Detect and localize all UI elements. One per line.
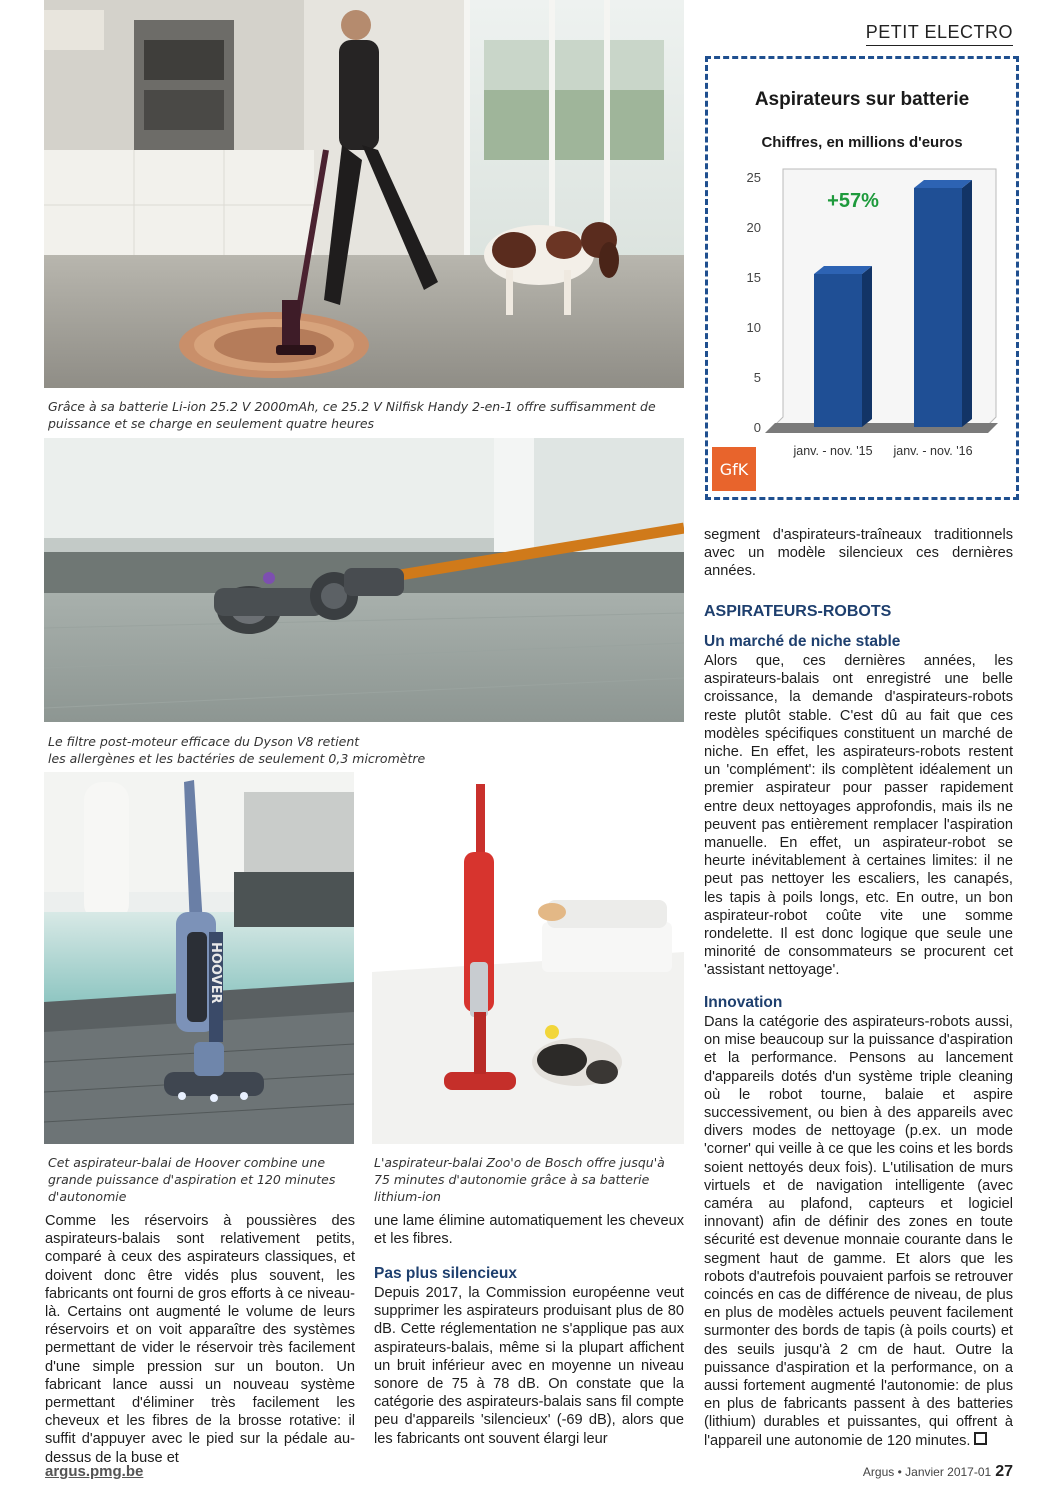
- chart-bar-top: [814, 266, 872, 274]
- x-tick-label: janv. - nov. '16: [893, 444, 973, 458]
- photo2-caption-line2: les allergènes et les bactéries de seulement 0,3 micromètre: [48, 751, 426, 766]
- photo-hoover: [44, 772, 354, 1144]
- footer-issue-text: Argus • Janvier 2017-01: [862, 1465, 992, 1479]
- y-tick-label: 0: [753, 420, 761, 435]
- article-col3-text1: Alors que, ces dernières années, les aspirateurs-balais ont enregistré une belle croissance, la demande d'aspirateurs-robots reste plutôt stable. C'est dû au fait que ces modèles spécifiques constituent un marché de niche. En effet, les aspirateurs-robots restent un 'complément': ils complètent idéalement un premier aspirateur pour passer rapidement entre deux nettoyages approfondis, mais ils ne peuvent pas entièrement remplacer l'aspiration manuelle. En effet, un aspirateur-robot se heurte inévitablement à certaines limites: il ne peut pas nettoyer les escaliers, les canapés, les tapis à poils longs, etc. En outre, un bon aspirateur-robot coûte vite une somme rondelette. Il est donc logique que seule une minorité de consommateurs se procurent cet 'assistant nettoyage'.: [704, 653, 1013, 979]
- photo3-caption: Cet aspirateur-balai de Hoover combine une grande puissance d'aspiration et 120 minutes d'autonomie: [48, 1155, 336, 1204]
- chart-bar-side: [962, 180, 972, 427]
- gfk-logo-text: GfK: [719, 460, 749, 479]
- footer-page-number: 27: [995, 1463, 1013, 1480]
- hoover-brand-text: HOOVER: [208, 942, 223, 1004]
- article-col3-section-title: ASPIRATEURS-ROBOTS: [704, 603, 892, 620]
- article-col3-text-top: segment d'aspirateurs-traîneaux traditionnels avec un modèle silencieux ces dernières années.: [704, 527, 1013, 580]
- y-tick-label: 5: [753, 370, 761, 385]
- chart-bar: [914, 188, 962, 427]
- photo-bosch-zooo: [372, 772, 684, 1144]
- photo1-caption: Grâce à sa batterie Li-ion 25.2 V 2000mAh, ce 25.2 V Nilfisk Handy 2-en-1 offre suffisamment de puissance et se charge en seulement quatre heures: [48, 399, 656, 431]
- photo2-caption-line1: Le filtre post-moteur efficace du Dyson V8 retient: [48, 734, 360, 749]
- article-col3-text2: [704, 1013, 1013, 1450]
- section-tag: PETIT ELECTRO: [866, 22, 1013, 46]
- footer-issue: [863, 1463, 1013, 1481]
- photo-dyson-v8: [44, 438, 684, 722]
- y-tick-label: 15: [746, 270, 761, 285]
- article-col2-subhead: Pas plus silencieux: [374, 1265, 518, 1282]
- end-of-article-icon: [974, 1432, 987, 1445]
- article-col3-text2-content: Dans la catégorie des aspirateurs-robots aussi, on mise beaucoup sur la puissance d'aspiration et la performance. Pensons au lancement d'appareils dotés d'un système triple cleaning où le robot tourne, balaie et aspire successivement, ou bien à des appareils avec divers modes de nettoyage (p.ex. un mode 'corner' qui veille à ce que les coins et les bords soient nettoyés deux fois). L'utilisation de murs virtuels et de navigation intelligente (avec caméra au plafond, capteurs et logiciel innovant) afin de définir des zones en toute sécurité est devenue monnaie courante dans le segment haut de gamme. Et alors que les robots d'autrefois pouvaient parfois se retrouver coincés en cas de différence de niveau, de plus en plus de modèles actuels peuvent facilement surmonter des bords de tapis (à poils courts) et des seuils jusqu'à 2 cm de haut. Outre la puissance d'aspiration et la performance, on a aussi fortement augmenté l'autonomie: de plus en plus de fabricants passent à des batteries (lithium) durables et puissantes, qui offrent à l'appareil une autonomie de 120 minutes.: [704, 1014, 1013, 1449]
- article-col3-subhead1: Un marché de niche stable: [704, 633, 901, 650]
- chart-annotation: +57%: [827, 190, 879, 212]
- chart-subtitle: Chiffres, en millions d'euros: [761, 134, 963, 151]
- photo2-caption: [48, 733, 668, 767]
- footer-website-link[interactable]: argus.pmg.be: [45, 1463, 144, 1480]
- chart-svg: [708, 59, 1016, 497]
- article-col2-text-top: une lame élimine automatiquement les cheveux et les fibres.: [374, 1213, 684, 1248]
- photo4-caption: L'aspirateur-balai Zoo'o de Bosch offre jusqu'à 75 minutes d'autonomie grâce à sa batterie lithium-ion: [374, 1155, 665, 1204]
- y-tick-label: 20: [746, 220, 761, 235]
- y-tick-label: 10: [746, 320, 761, 335]
- article-col1-text: Comme les réservoirs à poussières des aspirateurs-balais sont relativement petits, comparé à ceux des aspirateurs classiques, et doivent donc être vidés plus souvent, les fabricants ont fourni de gros efforts à ce niveau-là. Certains ont augmenté le volume de leurs réservoirs et on voit apparaître des systèmes permettant de vider le réservoir très facilement d'une simple pression sur un bouton. Un fabricant lance aussi un nouveau système permettant d'éliminer très facilement les cheveux et les fibres de la brosse rotative: il suffit d'appuyer avec le pied sur la pédale au-dessus de la buse et: [45, 1213, 355, 1466]
- article-col2-text: Depuis 2017, la Commission européenne veut supprimer les aspirateurs produisant plus de 80 dB. Cette réglementation ne s'applique pas aux aspirateurs-balais, même si la plupart affichent un bruit inférieur avec en moyenne un niveau sonore de 75 à 78 dB. On constate que la catégorie des aspirateurs-balais sans fil compte peu d'appareils 'silencieux' (-69 dB), alors que les fabricants ont souvent élargi leur: [374, 1285, 684, 1447]
- chart-bar: [814, 274, 862, 427]
- article-col3-subhead2: Innovation: [704, 994, 783, 1011]
- x-tick-label: janv. - nov. '15: [793, 444, 873, 458]
- photo-nilfisk-kitchen: [44, 0, 684, 388]
- chart-bar-top: [914, 180, 972, 188]
- chart-box: [705, 56, 1019, 500]
- y-tick-label: 25: [746, 170, 761, 185]
- chart-bar-side: [862, 266, 872, 427]
- chart-title: Aspirateurs sur batterie: [754, 89, 970, 110]
